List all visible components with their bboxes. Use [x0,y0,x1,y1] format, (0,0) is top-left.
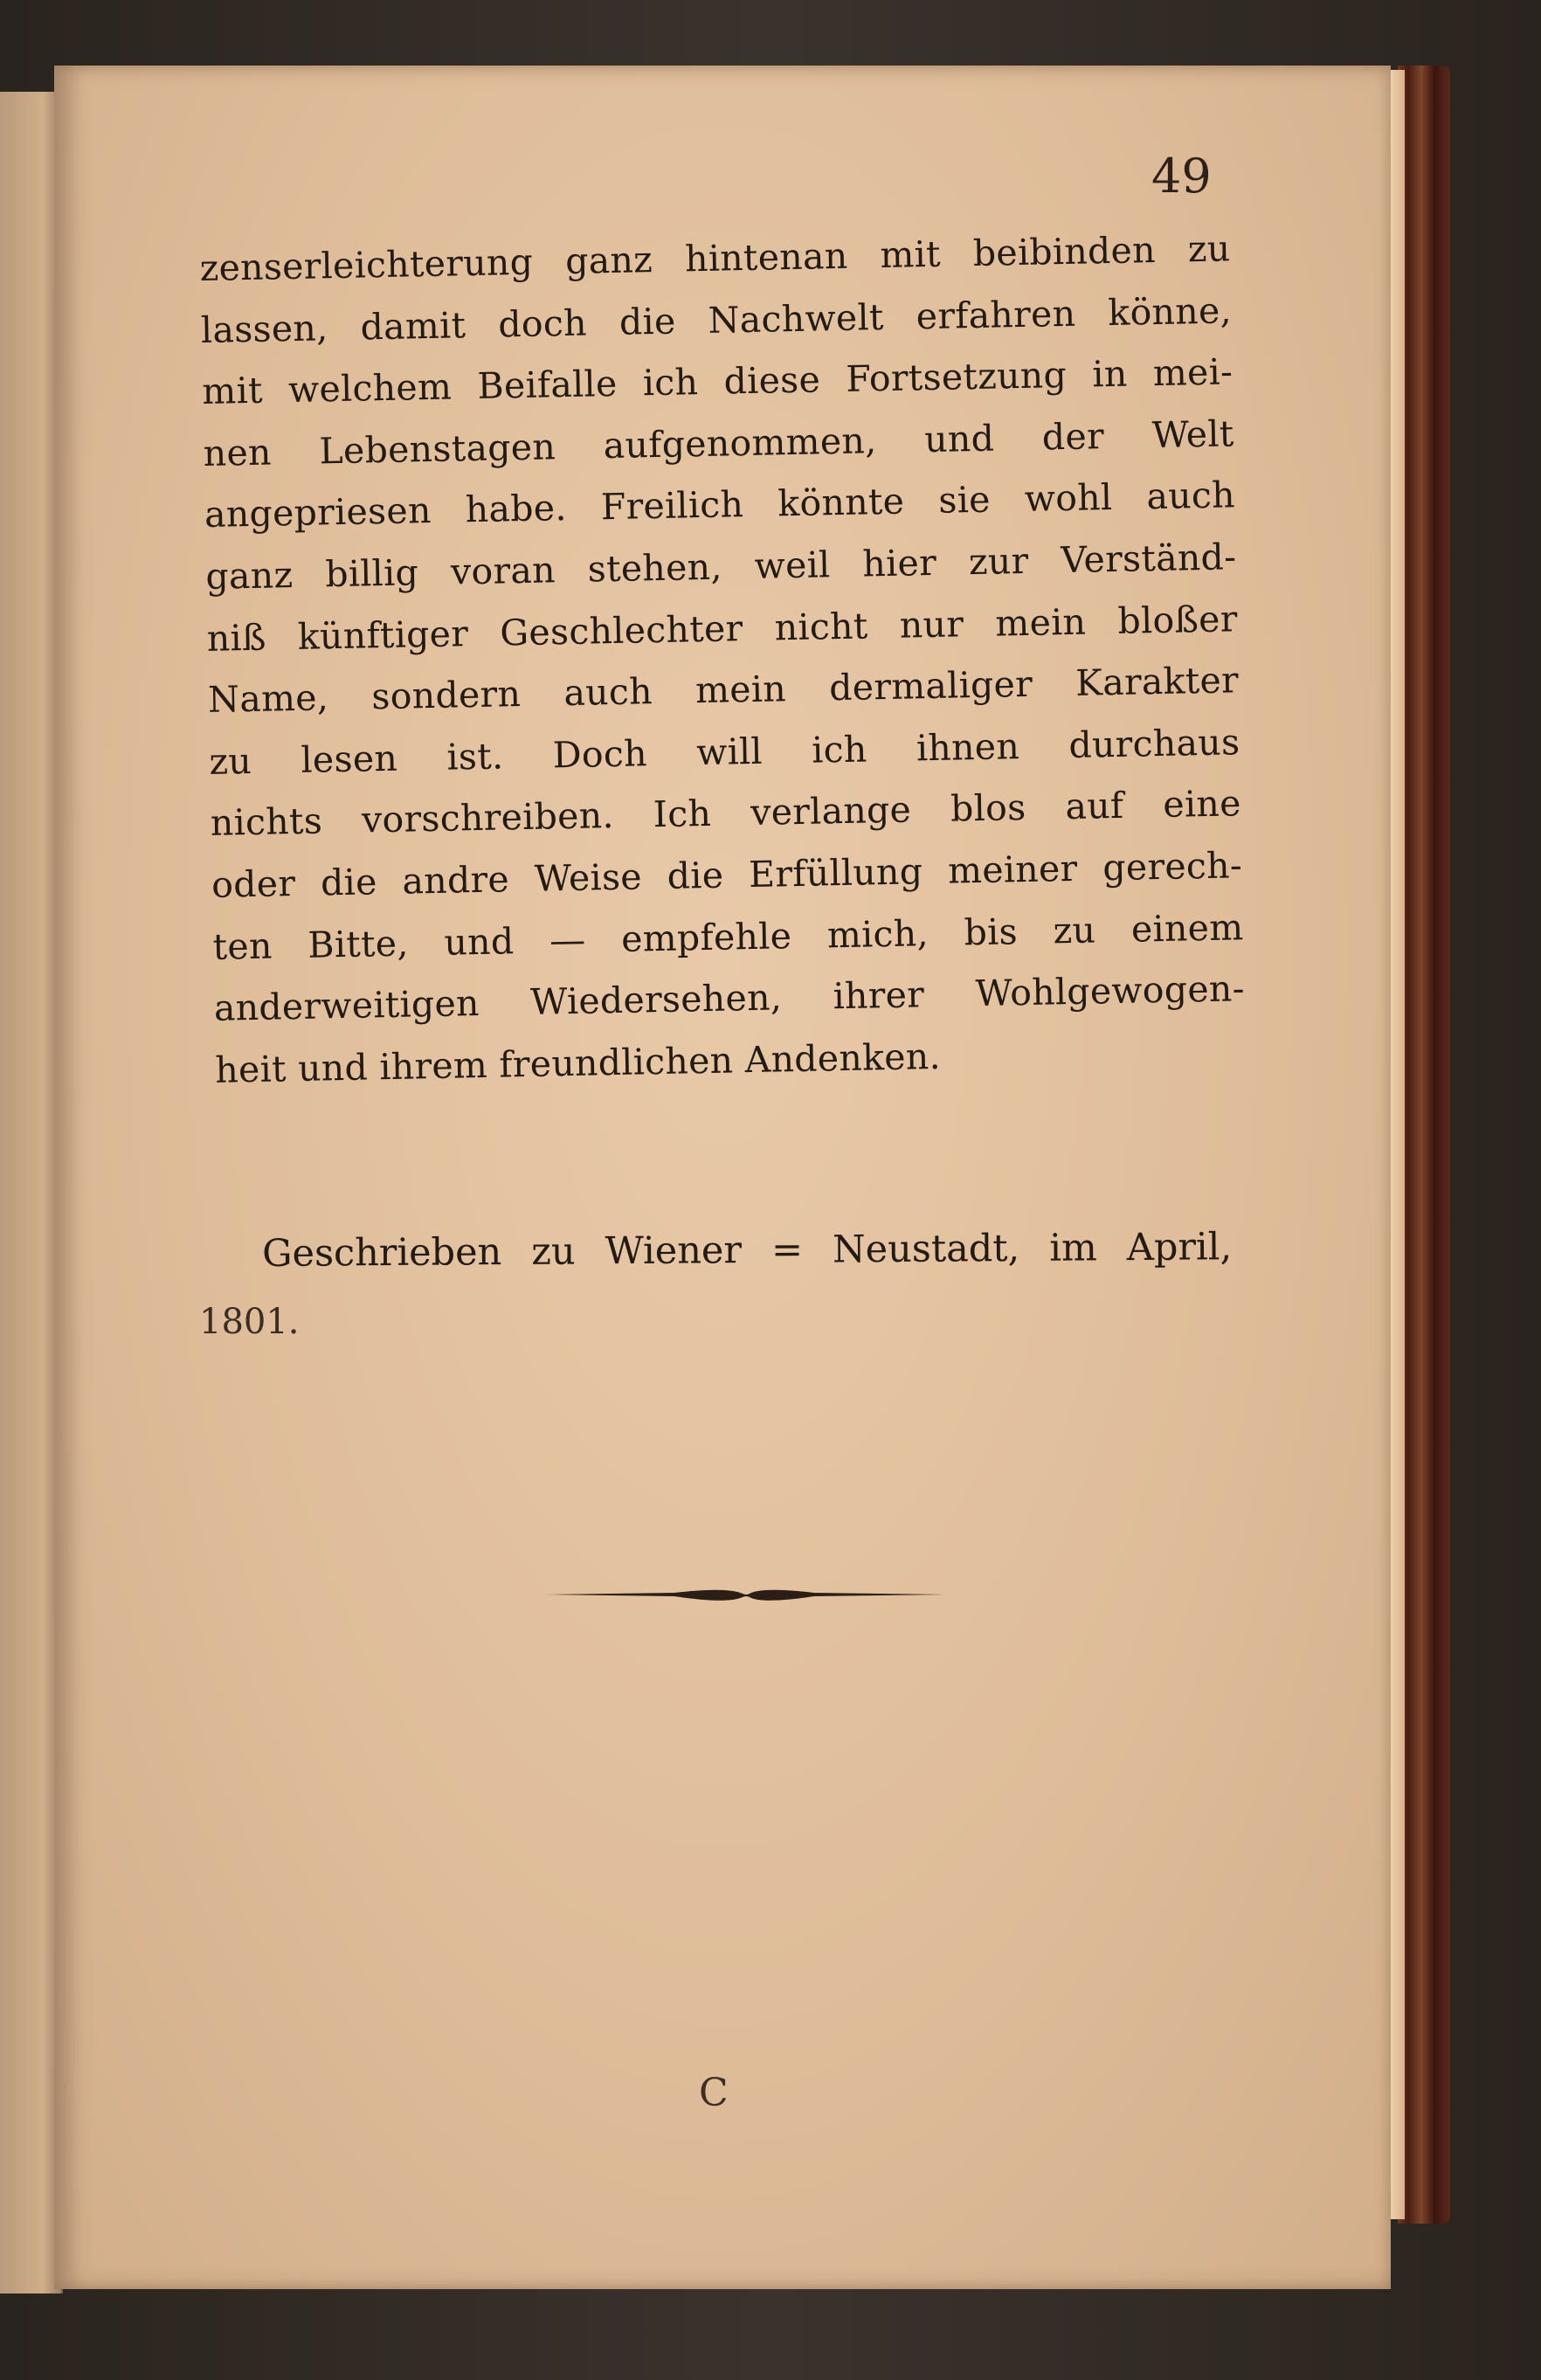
text-line-5: angepriesen habe. Freilich könnte sie wohl auch [204,474,1236,536]
text-line-6: ganz billig voran stehen, weil hier zur Verständ- [204,536,1237,598]
text-line-7: niß künftiger Geschlechter nicht nur mein bloßer [206,597,1239,660]
ornamental-rule [543,1581,945,1608]
text-line-13: anderweitigen Wiedersehen, ihrer Wohlgewogen- [213,967,1246,1029]
ornamental-rule-shape [543,1590,945,1601]
text-line-3: mit welchem Beifalle ich diese Fortsetzung in mei- [201,350,1233,413]
dateline: Geschrieben zu Wiener = Neustadt, im April, [262,1225,1233,1276]
text-line-11: oder die andre Weise die Erfüllung meiner gerech- [211,844,1243,906]
text-line-1: zenserleichterung ganz hintenan mit beibinden zu [199,227,1231,289]
text-line-10: nichts vorschreiben. Ich verlange blos auf eine [210,782,1242,845]
signature-mark: C [699,2071,729,2115]
page-number: 49 [1151,149,1212,204]
text-line-4: nen Lebenstagen aufgenommen, und der Welt [203,412,1234,474]
text-line-2: lassen, damit doch die Nachwelt erfahren könne, [200,288,1233,351]
year: 1801. [199,1302,300,1342]
book-cover-edge [1398,66,1450,2224]
text-line-9: zu lesen ist. Doch will ich ihnen durchaus [209,720,1240,783]
text-line-12: ten Bitte, und — empfehle mich, bis zu einem [212,905,1244,968]
body-text [199,218,1247,1101]
text-line-8: Name, sondern auch mein dermaliger Karakter [207,659,1240,722]
text-line-14: heit und ihrem freundlichen Andenken. [214,1034,942,1091]
